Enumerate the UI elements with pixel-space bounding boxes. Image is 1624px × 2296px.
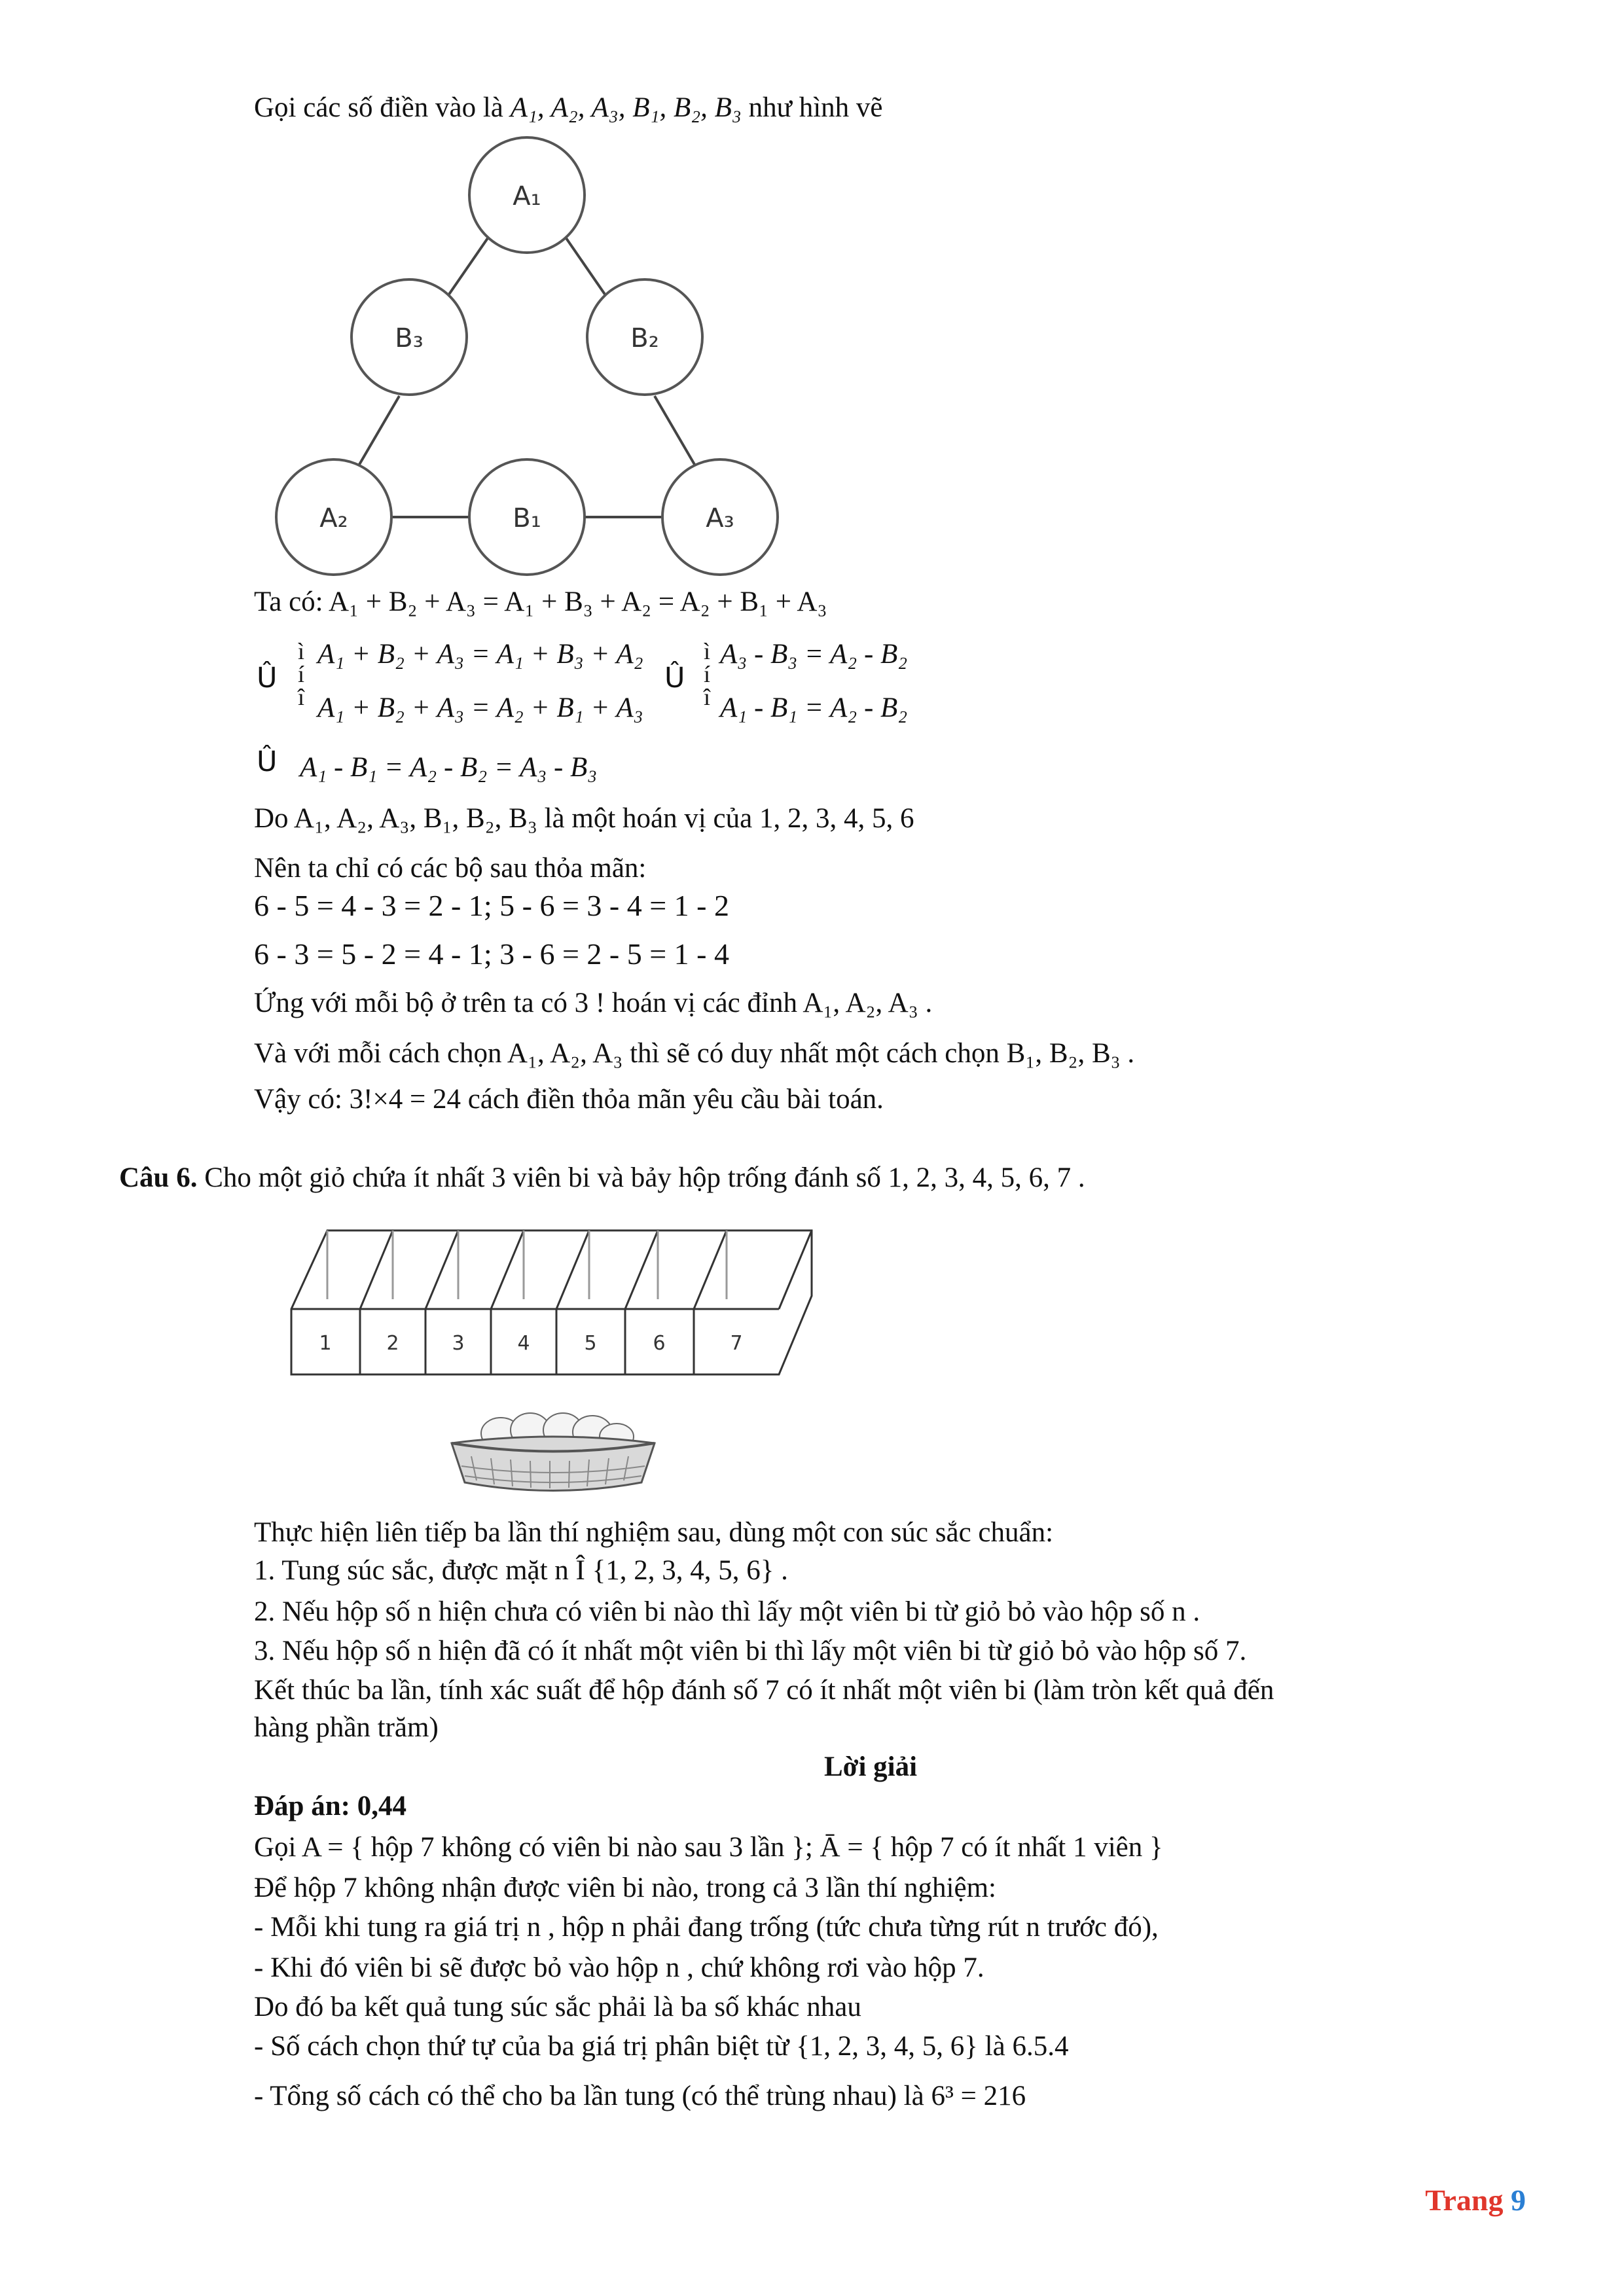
box-label-1: 1 bbox=[319, 1332, 332, 1355]
edge-b2-a3 bbox=[655, 396, 700, 475]
intro-line bbox=[254, 92, 882, 124]
vay-line: Vậy có: 3!×4 = 24 cách điền thỏa mãn yêu cầu bài toán. bbox=[254, 1084, 884, 1115]
brace-right-mid: í bbox=[704, 661, 711, 687]
question-ask-2: hàng phần trăm) bbox=[254, 1712, 439, 1743]
brace-right-bottom: î bbox=[704, 684, 711, 710]
node-label-b1: B₁ bbox=[513, 503, 541, 533]
system1-row2: A₁ + B₂ + A₃ = A₂ + B₁ + A₃ bbox=[317, 692, 643, 723]
brace-left-top: ì bbox=[298, 638, 305, 664]
set-line-2: 6 - 3 = 5 - 2 = 4 - 1; 3 - 6 = 2 - 5 = 1 - 4 bbox=[254, 937, 729, 971]
bullet-2: - Khi đó viên bi sẽ được bỏ vào hộp n , chứ không rơi vào hộp 7. bbox=[254, 1952, 984, 1983]
equiv-symbol-1: Û bbox=[257, 662, 278, 694]
nen-line: Nên ta chỉ có các bộ sau thỏa mãn: bbox=[254, 853, 647, 884]
footer-page-number: 9 bbox=[1511, 2183, 1526, 2217]
box-label-4: 4 bbox=[517, 1332, 530, 1355]
do-line: Do A₁, A₂, A₃, B₁, B₂, B₃ là một hoán vị của 1, 2, 3, 4, 5, 6 bbox=[254, 803, 914, 834]
so-cach-line: - Số cách chọn thứ tự của ba giá trị phân biệt từ {1, 2, 3, 4, 5, 6} là 6.5.4 bbox=[254, 2031, 1069, 2062]
question6-text: Cho một giỏ chứa ít nhất 3 viên bi và bảy hộp trống đánh số 1, 2, 3, 4, 5, 6, 7 . bbox=[197, 1162, 1085, 1193]
node-label-a2: A₂ bbox=[319, 503, 348, 533]
step-2: 2. Nếu hộp số n hiện chưa có viên bi nào thì lấy một viên bi từ giỏ bỏ vào hộp số n . bbox=[254, 1596, 1200, 1627]
goi-line: Gọi A = { hộp 7 không có viên bi nào sau 3 lần }; Ā = { hộp 7 có ít nhất 1 viên } bbox=[254, 1832, 1163, 1863]
brace-left-mid: í bbox=[298, 661, 305, 687]
node-label-b2: B₂ bbox=[630, 323, 659, 353]
question6-line bbox=[119, 1162, 1085, 1194]
triangle-diagram-svg bbox=[262, 128, 805, 586]
box-label-7: 7 bbox=[730, 1332, 743, 1355]
page-footer bbox=[1425, 2183, 1526, 2217]
equiv-symbol-2: Û bbox=[664, 662, 685, 694]
footer-word: Trang bbox=[1425, 2183, 1504, 2217]
brace-right-top: ì bbox=[704, 638, 711, 664]
experiment-intro: Thực hiện liên tiếp ba lần thí nghiệm sau, dùng một con súc sắc chuẩn: bbox=[254, 1517, 1054, 1548]
do-do-line: Do đó ba kết quả tung súc sắc phải là ba số khác nhau bbox=[254, 1992, 861, 2022]
question6-label: Câu 6. bbox=[119, 1162, 198, 1193]
intro-prefix: Gọi các số điền vào là bbox=[254, 92, 511, 123]
ung-line: Ứng với mỗi bộ ở trên ta có 3 ! hoán vị các đỉnh A₁, A₂, A₃ . bbox=[254, 988, 933, 1018]
basket-svg bbox=[445, 1407, 661, 1499]
basket-illustration bbox=[445, 1407, 661, 1499]
step-1: 1. Tung súc sắc, được mặt n Î {1, 2, 3, 4, 5, 6} . bbox=[254, 1555, 788, 1586]
intro-suffix: như hình vẽ bbox=[741, 92, 883, 123]
system2-row2: A₁ - B₁ = A₂ - B₂ bbox=[720, 692, 908, 723]
question-ask-1: Kết thúc ba lần, tính xác suất để hộp đánh số 7 có ít nhất một viên bi (làm tròn kết quả đến bbox=[254, 1675, 1274, 1706]
node-label-b3: B₃ bbox=[395, 323, 424, 353]
answer-line: Đáp án: 0,44 bbox=[254, 1791, 406, 1821]
tong-line: - Tổng số cách có thể cho ba lần tung (có thể trùng nhau) là 6³ = 216 bbox=[254, 2081, 1026, 2111]
edge-b3-a2 bbox=[353, 396, 399, 475]
node-label-a3: A₃ bbox=[706, 503, 734, 533]
boxes-illustration bbox=[288, 1224, 831, 1381]
box-label-6: 6 bbox=[653, 1332, 666, 1355]
node-label-a1: A₁ bbox=[513, 181, 541, 211]
set-line-1: 6 - 5 = 4 - 3 = 2 - 1; 5 - 6 = 3 - 4 = 1 - 2 bbox=[254, 889, 729, 922]
intro-vars: A₁, A₂, A₃, B₁, B₂, B₃ bbox=[510, 92, 742, 123]
box-label-5: 5 bbox=[584, 1332, 597, 1355]
step-3: 3. Nếu hộp số n hiện đã có ít nhất một viên bi thì lấy một viên bi từ giỏ bỏ vào hộp số 7. bbox=[254, 1636, 1247, 1666]
de-line: Để hộp 7 không nhận được viên bi nào, trong cả 3 lần thí nghiệm: bbox=[254, 1873, 996, 1903]
bullet-1: - Mỗi khi tung ra giá trị n , hộp n phải đang trống (tức chưa từng rút n trước đó), bbox=[254, 1912, 1159, 1943]
equiv-symbol-3: Û bbox=[257, 745, 278, 778]
box-label-2: 2 bbox=[386, 1332, 399, 1355]
box-label-3: 3 bbox=[452, 1332, 465, 1355]
system2-row1: A₃ - B₃ = A₂ - B₂ bbox=[720, 639, 908, 670]
va-line: Và với mỗi cách chọn A₁, A₂, A₃ thì sẽ có duy nhất một cách chọn B₁, B₂, B₃ . bbox=[254, 1038, 1135, 1069]
boxes-svg bbox=[288, 1224, 831, 1381]
triangle-diagram bbox=[262, 128, 805, 586]
brace-left-bottom: î bbox=[298, 684, 305, 710]
taco-line: Ta có: A₁ + B₂ + A₃ = A₁ + B₃ + A₂ = A₂ + B₁ + A₃ bbox=[254, 586, 827, 617]
system1-row1: A₁ + B₂ + A₃ = A₁ + B₃ + A₂ bbox=[317, 639, 643, 670]
solution-heading: Lời giải bbox=[823, 1751, 918, 1782]
equiv-result-line: A₁ - B₁ = A₂ - B₂ = A₃ - B₃ bbox=[300, 752, 598, 783]
